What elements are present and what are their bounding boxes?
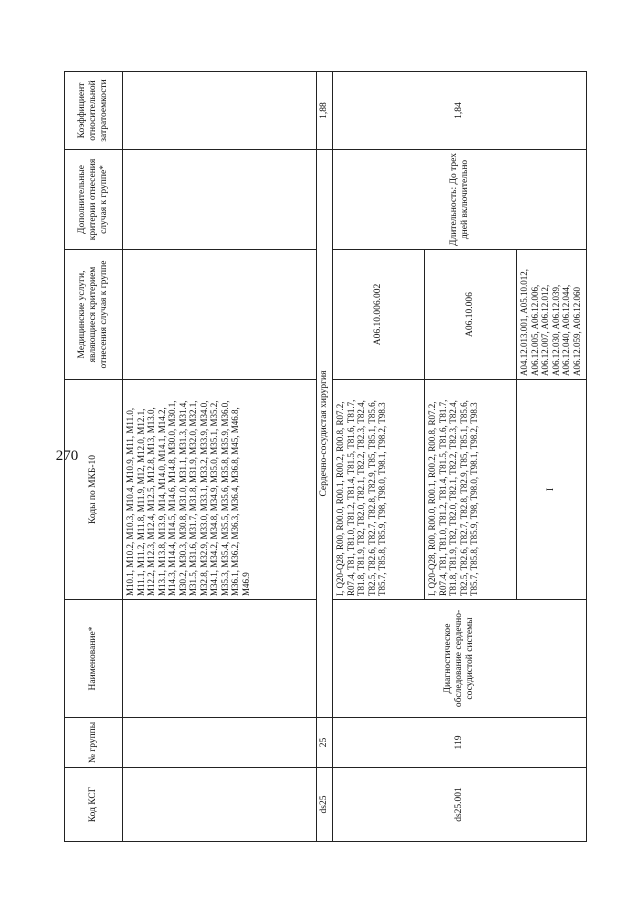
section-row: [317, 72, 333, 842]
table-row: [123, 72, 317, 842]
icd-cell: I: [517, 380, 587, 600]
coef-cell: 1,84: [333, 72, 587, 150]
icd-cell: I, Q20-Q28, R00, R00.0, R00.1, R00.2, R00.8, R07.2, R07.4, T81, T81.0, T81.2, T81.4, T81.5, T81.6, T81.7, T81.8, T81.9, T82, T82.0, T82.1, T82.2, T82.3, T82.4, T82.5, T82.6, T82.7, T82.8, T82.9, T85, T85.1, T85.6, T85.7, T85.8, T85.9, T98, T98.0, T98.1, T98.2, T98.3: [333, 380, 425, 600]
row-name: Диагностическое обследование сердечно-сосудистой системы: [333, 600, 587, 718]
header-row: [65, 72, 123, 842]
icd-cell: M10.1, M10.2, M10.3, M10.4, M10.9, M11, M11.0, M11.1, M11.2, M11.8, M11.9, M12, M12.0, M12.1, M12.2, M12.3, M12.4, M12.5, M12.8, M13, M13.0, M13.1, M13.8, M13.9, M14, M14.0, M14.1, M14.2, M14.3, M14.4, M14.5, M14.6, M14.8, M30.0, M30.1, M30.2, M30.3, M30.8, M31.0, M31.1, M31.3, M31.4, M31.5, M31.6, M31.7, M31.8, M31.9, M32.0, M32.1, M32.8, M32.9, M33.0, M33.1, M33.2, M33.9, M34.0, M34.1, M34.2, M34.8, M34.9, M35.0, M35.1, M35.2, M35.3, M35.4, M35.5, M35.6, M35.8, M35.9, M36.0, M36.1, M36.2, M36.3, M36.4, M36.8, M45, M46.8, M46.9: [123, 380, 317, 600]
row-code: ds25.001: [333, 768, 587, 842]
section-coef: 1,88: [317, 72, 333, 150]
row-group: 119: [333, 718, 587, 768]
section-group: 25: [317, 718, 333, 768]
services-cell: A06.10.006.002: [333, 250, 425, 380]
header-icd: Коды по МКБ-10: [65, 380, 123, 600]
rotated-table-container: [64, 72, 584, 842]
icd-cell: I, Q20-Q28, R00, R00.0, R00.1, R00.2, R00.8, R07.2, R07.4, T81, T81.0, T81.2, T81.4, T81.5, T81.6, T81.7, T81.8, T81.9, T82, T82.0, T82.1, T82.2, T82.3, T82.4, T82.5, T82.6, T82.7, T82.8, T82.9, T85, T85.1, T85.6, T85.7, T85.8, T85.9, T98, T98.0, T98.1, T98.2, T98.3: [425, 380, 517, 600]
section-code: ds25: [317, 768, 333, 842]
services-cell: A06.10.006: [425, 250, 517, 380]
header-criteria: Дополнительные критерии отнесения случая к группе*: [65, 150, 123, 250]
section-title: Сердечно-сосудистая хирургия: [317, 150, 333, 718]
header-group: № группы: [65, 718, 123, 768]
table-row: [333, 72, 425, 842]
header-services: Медицинские услуги, являющиеся критерием отнесения случая к группе: [65, 250, 123, 380]
header-coef: Коэффициент относительной затратоемкости: [65, 72, 123, 150]
header-name: Наименование*: [65, 600, 123, 718]
ksg-table: [64, 71, 587, 842]
criteria-cell: Длительность: До трех дней включительно: [333, 150, 587, 250]
page-number: 270: [55, 448, 79, 464]
services-cell: A04.12.013.001, A05.10.012, A06.12.005, A06.12.006, A06.12.007, A06.12.012, A06.12.030, A06.12.039, A06.12.040, A06.12.044, A06.12.059, A06.12.060: [517, 250, 587, 380]
header-code: Код КСГ: [65, 768, 123, 842]
